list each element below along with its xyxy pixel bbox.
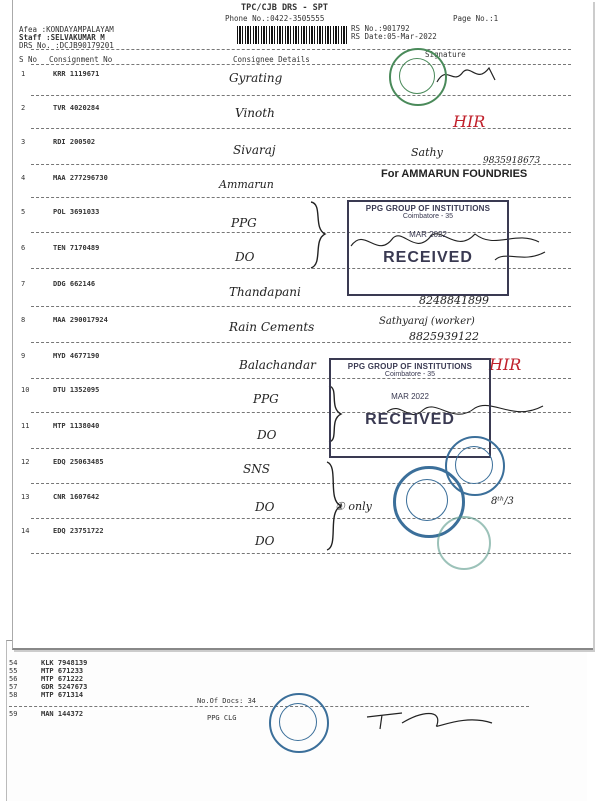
area-field: Afea :KONDAYAMPALAYAM [19, 25, 114, 34]
consignee-name: Balachandar [239, 358, 316, 372]
column-header-consignment: Consignment No [49, 55, 113, 64]
phone-annotation: 9835918673 [483, 156, 541, 166]
back-row [9, 659, 88, 667]
consignee-name: DO [257, 428, 277, 442]
divider [31, 197, 571, 198]
back-row [9, 667, 84, 675]
consignee-name: Ammarun [219, 178, 274, 191]
stamp-org: PPG GROUP OF INSTITUTIONS [365, 204, 491, 213]
consignment-number: TEN 7170489 [53, 244, 100, 252]
signature-text: Sathy [411, 146, 443, 159]
row-number: 58 [9, 691, 18, 699]
consignee-name: Rain Cements [229, 320, 315, 334]
consignee-name: PPG CLG [207, 714, 237, 722]
stamp-date: MAR 2022 [409, 230, 447, 239]
page-number: Page No.:1 [453, 14, 499, 23]
row-number: 4 [21, 174, 26, 182]
row-number: 5 [21, 208, 26, 216]
row-number: 13 [21, 493, 30, 501]
round-seal [437, 516, 491, 570]
stamp-city: Coimbatore - 35 [402, 213, 454, 220]
stamp-city: Coimbatore - 35 [384, 371, 436, 378]
back-row [9, 683, 88, 691]
consignee-name: SNS [243, 462, 270, 476]
divider [31, 553, 571, 554]
row-number: 2 [21, 104, 26, 112]
row-number: 11 [21, 422, 30, 430]
divider [31, 49, 571, 50]
consignment-number: MAN 144372 [41, 710, 84, 718]
signature-text: 8ᵗʰ/3 [491, 496, 514, 507]
row-number: 1 [21, 70, 26, 78]
consignment-number: RDI 200502 [53, 138, 96, 146]
red-annotation: HIR [489, 355, 522, 374]
stamp-org: PPG GROUP OF INSTITUTIONS [347, 362, 473, 371]
consignment-number: MTP 1138040 [53, 422, 100, 430]
consignment-number: EDQ 25063485 [53, 458, 104, 466]
consignee-name: Gyrating [229, 71, 283, 85]
row-number: 9 [21, 352, 26, 360]
row-number: 54 [9, 659, 18, 667]
back-row [9, 691, 84, 699]
consignment-number: EDQ 23751722 [53, 527, 104, 535]
row-number: 56 [9, 675, 18, 683]
consignee-name: PPG [231, 216, 257, 230]
phone-annotation: 8825939122 [409, 330, 479, 343]
receiver-name: Sathyaraj (worker) [379, 316, 475, 327]
phone-annotation: 8248841899 [419, 294, 489, 307]
row-number: 59 [9, 710, 18, 718]
row-number: 8 [21, 316, 26, 324]
consignment-number: GDR 5247673 [41, 683, 88, 691]
consignment-number: KLK 7948139 [41, 659, 88, 667]
row-number: 57 [9, 683, 18, 691]
college-seal [269, 693, 329, 753]
consignee-name: DO [235, 250, 255, 264]
row-number: 12 [21, 458, 30, 466]
consignment-number: MTP 671222 [41, 675, 84, 683]
consignee-name: Thandapani [229, 285, 301, 299]
stamp-date: MAR 2022 [391, 392, 429, 401]
sheet-title: TPC/CJB DRS - SPT [241, 3, 328, 13]
divider [31, 128, 571, 129]
row-number: 55 [9, 667, 18, 675]
consignment-number: DTU 1352095 [53, 386, 100, 394]
barcode [237, 26, 349, 44]
consignment-number: MTP 671314 [41, 691, 84, 699]
back-row [9, 675, 84, 683]
red-annotation: HIR [453, 112, 486, 131]
consignment-number: MAA 277296730 [53, 174, 108, 182]
rs-number: RS No.:901792 [351, 24, 410, 33]
consignment-number: MYD 4677190 [53, 352, 100, 360]
consignee-name: Vinoth [235, 106, 275, 120]
note-annotation: ① only [335, 500, 372, 513]
consignment-number: DDG 662146 [53, 280, 96, 288]
received-stamp [347, 200, 509, 296]
back-sheet [6, 640, 587, 801]
brace-mark [305, 200, 335, 270]
consignment-number: POL 3691033 [53, 208, 100, 216]
consignment-number: MTP 671233 [41, 667, 84, 675]
consignee-name: DO [255, 534, 275, 548]
rs-date: RS Date:05-Mar-2022 [351, 32, 437, 41]
divider [31, 518, 571, 519]
consignment-number: TVR 4020284 [53, 104, 100, 112]
row-number: 6 [21, 244, 26, 252]
docs-count: No.Of Docs: 34 [197, 697, 257, 705]
consignment-number: CNR 1607642 [53, 493, 100, 501]
staff-field: Staff :SELVAKUMAR M [19, 33, 105, 42]
company-stamp: For AMMARUN FOUNDRIES [381, 168, 528, 180]
signature-mark [362, 703, 502, 733]
round-seal [389, 48, 447, 106]
column-header-sno: S No [19, 55, 38, 64]
row-number: 10 [21, 386, 30, 394]
phone-number: Phone No.:0422-3505555 [225, 14, 325, 23]
column-header-consignee: Consignee Details [233, 55, 310, 64]
row-number: 7 [21, 280, 26, 288]
drs-number: DRS No. :DCJB90179201 [19, 41, 114, 50]
consignee-name: DO [255, 500, 275, 514]
consignment-number: KRR 1119671 [53, 70, 100, 78]
stamp-received: RECEIVED [365, 411, 455, 428]
back-row [9, 710, 84, 718]
delivery-run-sheet [12, 0, 593, 650]
stamp-received: RECEIVED [383, 249, 473, 266]
divider [31, 342, 571, 343]
row-number: 14 [21, 527, 30, 535]
divider [31, 95, 571, 96]
consignee-name: PPG [253, 392, 279, 406]
divider [31, 306, 571, 307]
consignee-name: Sivaraj [233, 143, 276, 157]
row-number: 3 [21, 138, 26, 146]
column-header-signature: Signature [425, 50, 466, 59]
consignment-number: MAA 290017924 [53, 316, 108, 324]
